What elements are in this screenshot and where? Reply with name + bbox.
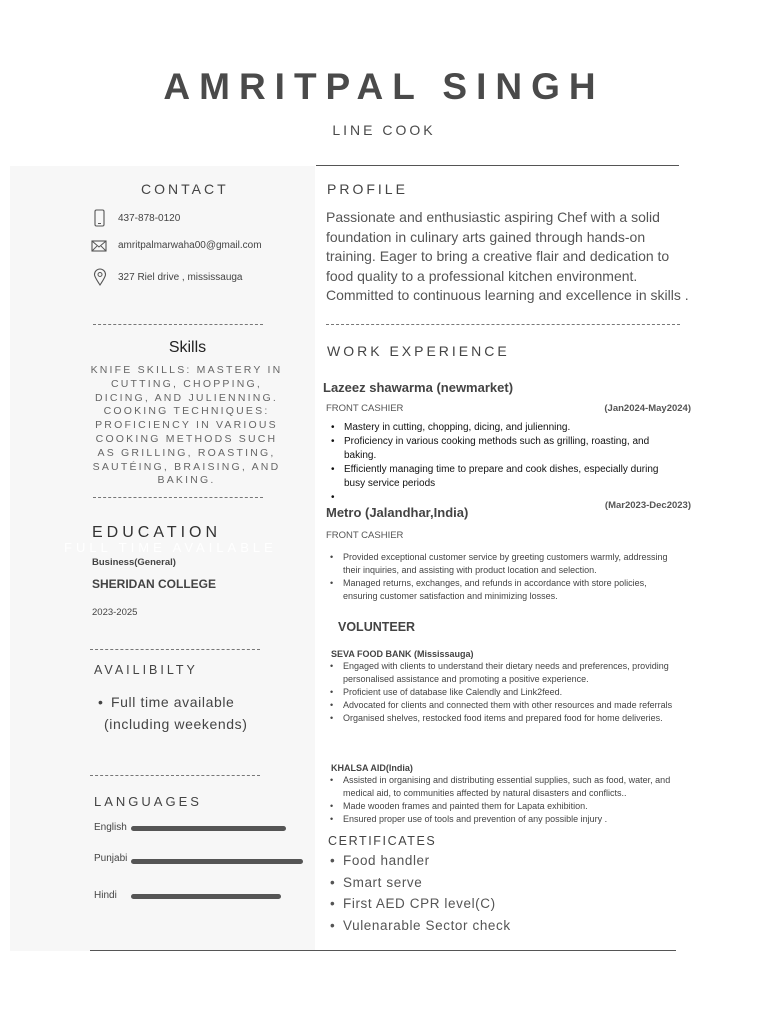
resume-name: AMRITPAL SINGH — [163, 66, 605, 107]
left-divider-4 — [90, 775, 260, 776]
contact-email[interactable]: amritpalmarwaha00@gmail.com — [118, 240, 262, 251]
job-company-2: Metro (Jalandhar,India) — [326, 505, 469, 520]
list-item: • First AED CPR level(C) — [326, 893, 626, 915]
contact-heading: CONTACT — [141, 181, 229, 197]
education-years: 2023-2025 — [92, 607, 138, 618]
job-bullets-2 — [326, 551, 676, 603]
contact-address: 327 Riel drive , mississauga — [118, 272, 243, 283]
volunteer-bullets-1 — [326, 660, 681, 725]
volunteer-heading: VOLUNTEER — [338, 620, 416, 634]
job-company-1: Lazeez shawarma (newmarket) — [323, 380, 514, 395]
volunteer-bullets-2 — [326, 774, 681, 826]
location-pin-icon — [92, 268, 108, 291]
language-punjabi: Punjabi — [94, 853, 128, 864]
volunteer-org-2: KHALSA AID(India) — [331, 763, 413, 773]
language-bar-hindi — [131, 894, 281, 899]
availability-line-1: Full time available — [111, 694, 235, 710]
list-item: • Engaged with clients to understand their dietary needs and preferences, providing personalised assistance and promoting a positive experience. — [326, 660, 681, 686]
list-item: • Assisted in organising and distributing essential supplies, such as food, water, and medical aid, to communities affected by natural disasters and conflicts.. — [326, 774, 681, 800]
language-hindi: Hindi — [94, 890, 117, 901]
job-dates-1: (Jan2024-May2024) — [604, 403, 691, 414]
profile-heading: PROFILE — [327, 181, 408, 197]
list-item: • Proficiency in various cooking methods such as grilling, roasting, and baking. — [327, 435, 677, 463]
list-item: • Organised shelves, restocked food items and prepared food for home deliveries. — [326, 712, 681, 725]
job-role-2: FRONT CASHIER — [326, 530, 404, 541]
volunteer-org-1: SEVA FOOD BANK (Mississauga) — [331, 649, 474, 659]
left-divider-2 — [93, 497, 263, 498]
list-item: • Managed returns, exchanges, and refunds in accordance with store policies, ensuring customer satisfaction and minimizing losses. — [326, 577, 676, 603]
list-item: • Efficiently managing time to prepare and cook dishes, especially during busy service periods — [327, 463, 677, 491]
phone-icon — [92, 209, 108, 232]
list-item: • Provided exceptional customer service by greeting customers warmly, addressing their inquiries, and assisting with product location and selection. — [326, 551, 676, 577]
language-english: English — [94, 822, 127, 833]
list-item: • Proficient use of database like Calendly and Link2feed. — [326, 686, 681, 699]
job-role-1: FRONT CASHIER — [326, 403, 404, 414]
list-item: • Mastery in cutting, chopping, dicing, and julienning. — [327, 421, 677, 435]
list-item: • Made wooden frames and painted them for Lapata exhibition. — [326, 800, 681, 813]
certificates-list — [326, 850, 626, 936]
list-item: • Smart serve — [326, 872, 626, 894]
skills-heading: Skills — [168, 339, 207, 356]
certificates-heading: CERTIFICATES — [328, 834, 437, 848]
bottom-divider — [90, 950, 676, 951]
list-item: • Vulenarable Sector check — [326, 915, 626, 937]
skills-text: KNIFE SKILLS: MASTERY IN CUTTING, CHOPPING, DICING, AND JULIENNING. COOKING TECHNIQUES: PROFICIENCY IN VARIOUS COOKING METHODS SUCH AS GRILLING, ROASTING, SAUTÉING, BRAISING, AND BAKING. — [90, 364, 283, 487]
languages-heading: LANGUAGES — [94, 794, 202, 809]
list-item: • Advocated for clients and connected them with other resources and made referrals — [326, 699, 681, 712]
education-heading: EDUCATION — [92, 524, 222, 541]
contact-phone[interactable]: 437-878-0120 — [118, 213, 181, 224]
hidden-overlay-text: FULL TIME AVAILABLE — [64, 540, 277, 555]
education-school: SHERIDAN COLLEGE — [92, 577, 217, 591]
mail-icon — [91, 237, 107, 260]
job-bullets-1 — [327, 421, 677, 505]
list-item: • Ensured proper use of tools and prevention of any possible injury . — [326, 813, 681, 826]
language-bar-english — [131, 826, 286, 831]
language-bar-punjabi — [131, 859, 303, 864]
availability-line-2: (including weekends) — [104, 716, 248, 732]
availability-list — [94, 689, 304, 716]
left-divider-1 — [93, 324, 263, 325]
education-program: Business(General) — [92, 557, 176, 568]
list-item: • Food handler — [326, 850, 626, 872]
work-heading: WORK EXPERIENCE — [327, 343, 510, 359]
profile-text: Passionate and enthusiastic aspiring Chef with a solid foundation in culinary arts gained through hands-on training. Eager to bring a creative flair and dedication to food quality to a professional kitchen environment. Committed to continuous learning and excellence in skills . — [326, 209, 689, 303]
availability-heading: AVAILIBILTY — [94, 663, 198, 677]
job-title: LINE COOK — [332, 122, 436, 138]
left-divider-3 — [90, 649, 260, 650]
job-dates-2: (Mar2023-Dec2023) — [604, 500, 691, 511]
right-divider-1 — [326, 324, 680, 325]
top-divider — [316, 165, 679, 166]
availability-item — [94, 689, 304, 716]
